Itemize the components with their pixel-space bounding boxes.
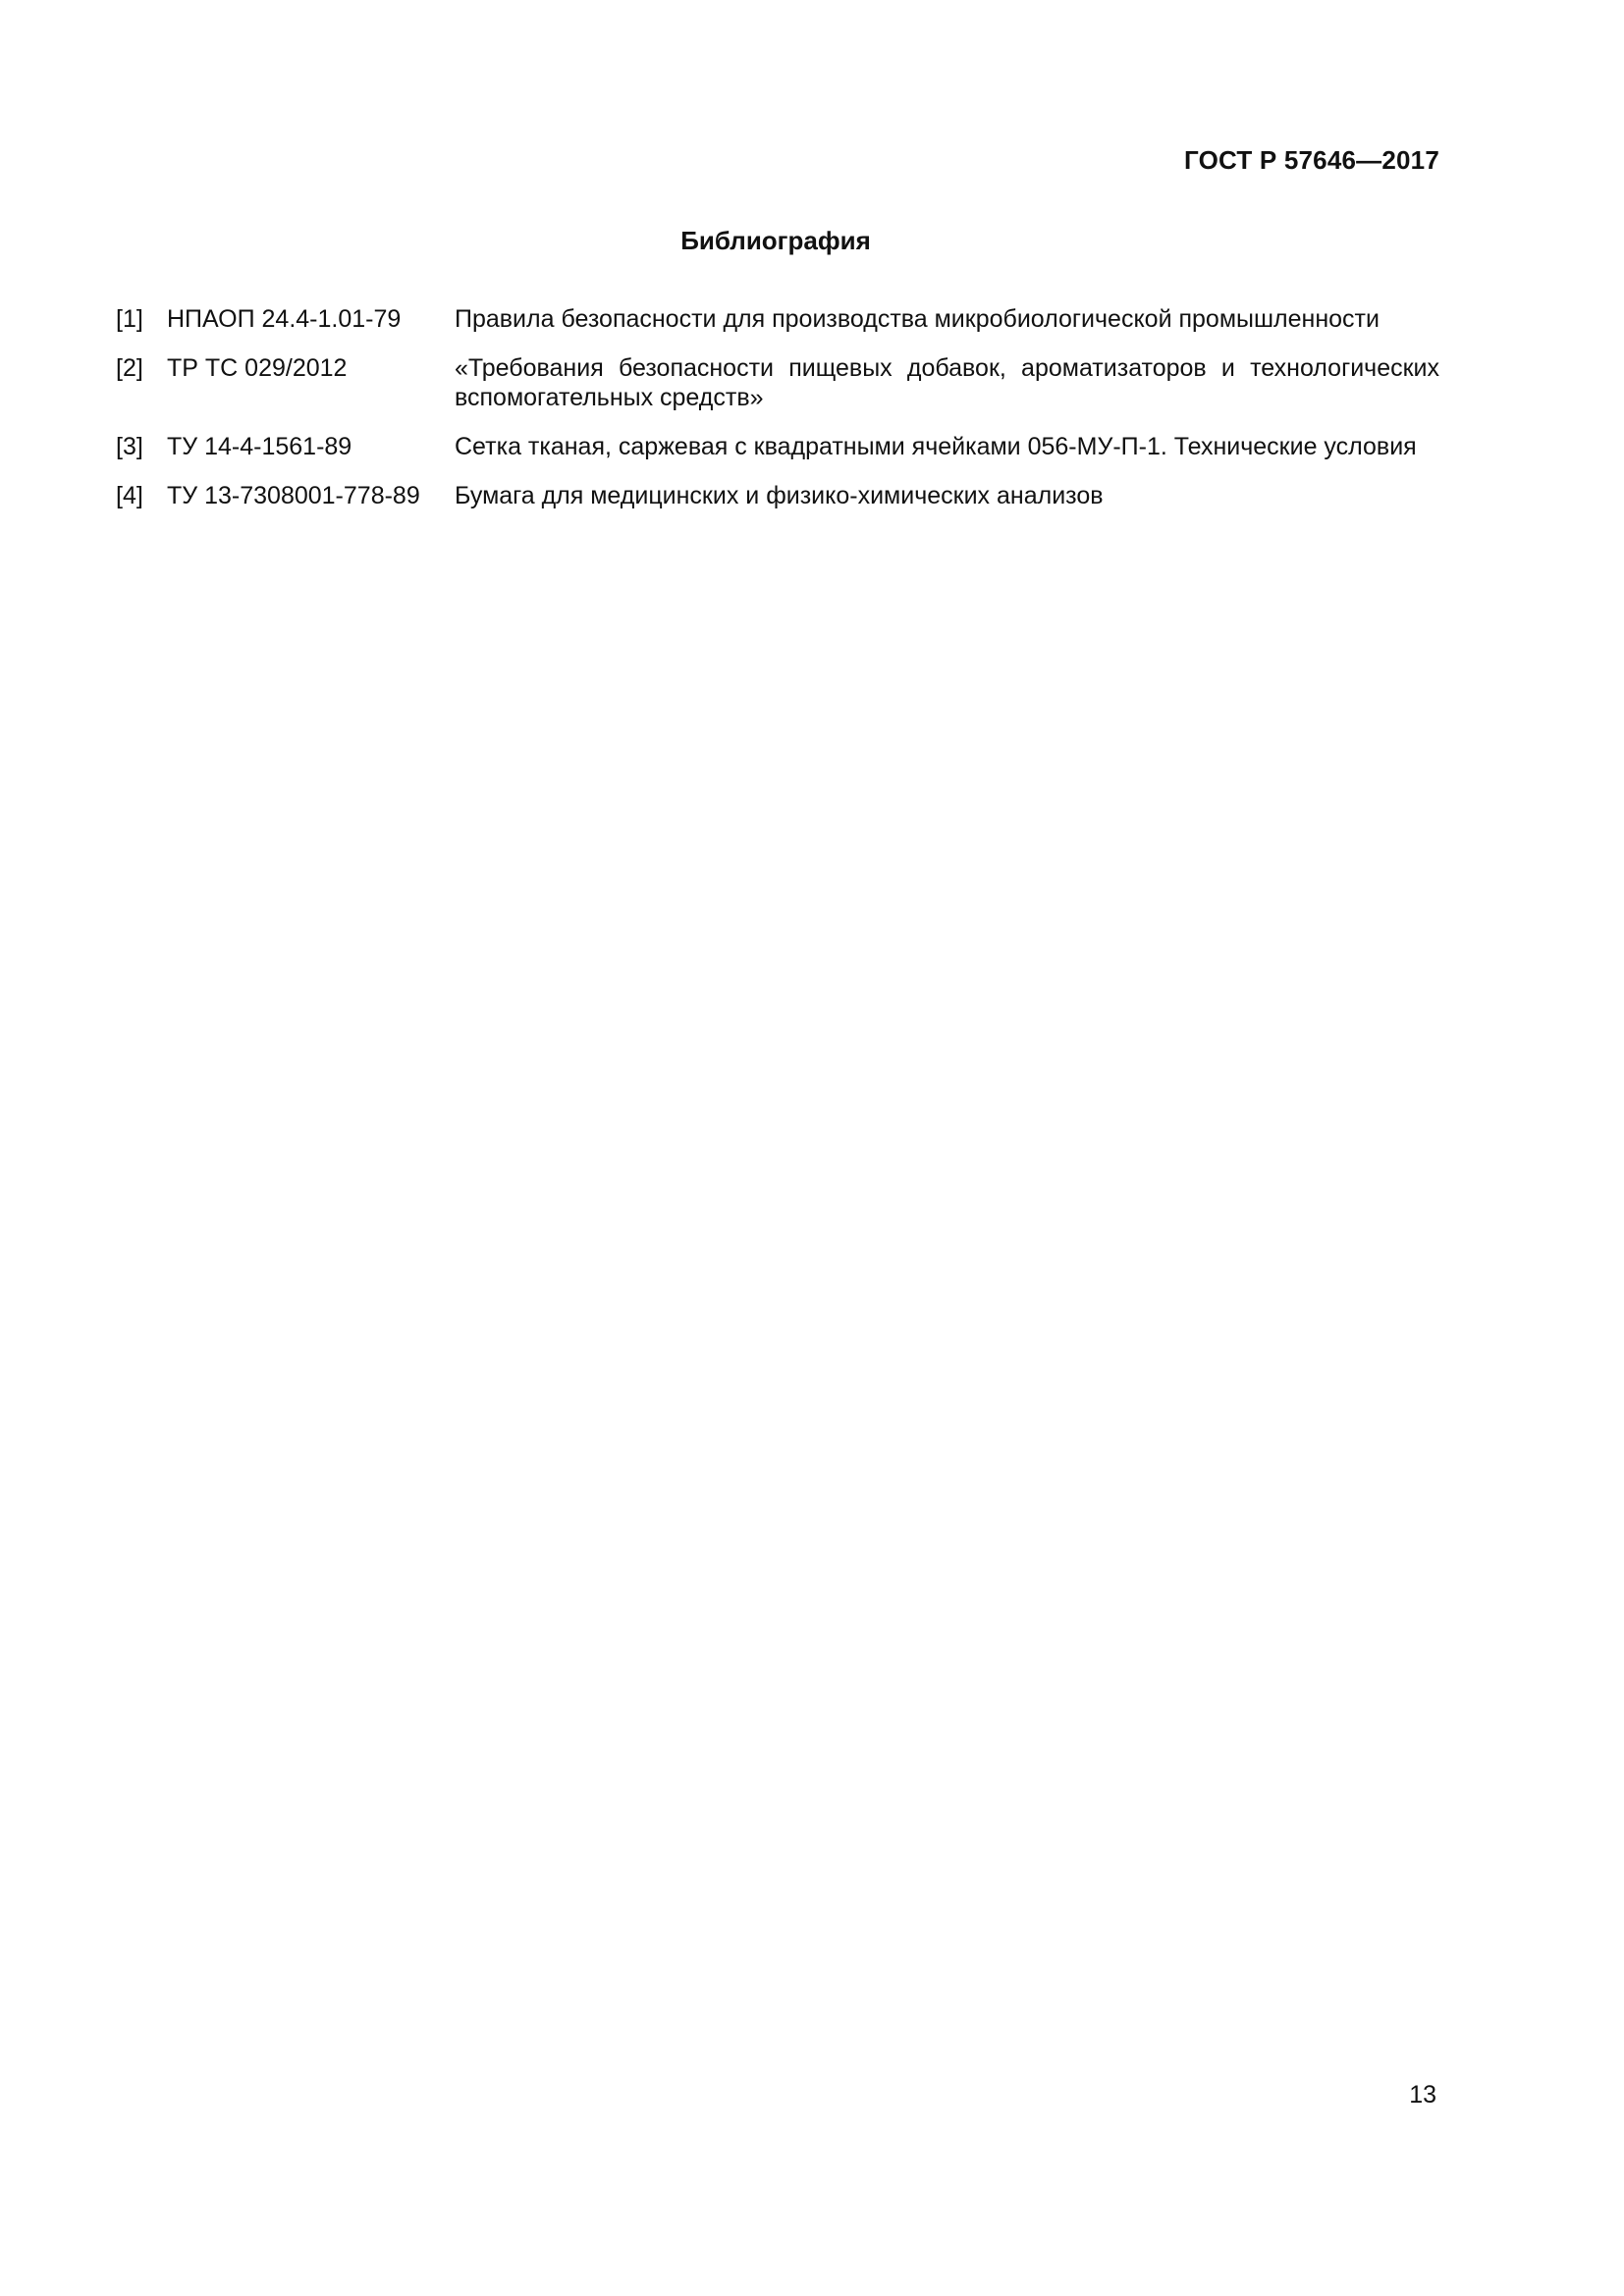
entry-code: НПАОП 24.4-1.01-79 bbox=[167, 305, 402, 333]
page-number: 13 bbox=[1409, 2081, 1436, 2109]
entry-title: «Требования безопасности пищевых добавок, ароматизаторов и технологических вспомогательных средств» bbox=[455, 354, 1439, 411]
entry-title: Сетка тканая, саржевая с квадратными ячейками 056-МУ-П-1. Технические условия bbox=[455, 433, 1417, 460]
section-title: Библиография bbox=[680, 226, 871, 255]
bibliography-list bbox=[116, 304, 1439, 530]
entry-number: [1] bbox=[116, 305, 143, 333]
entry-number: [2] bbox=[116, 354, 143, 382]
entry-number: [4] bbox=[116, 482, 143, 509]
entry-title: Бумага для медицинских и физико-химических анализов bbox=[455, 482, 1104, 509]
bibliography-entry bbox=[116, 481, 1439, 510]
bibliography-entry bbox=[116, 432, 1439, 461]
entry-number: [3] bbox=[116, 433, 143, 460]
document-code: ГОСТ Р 57646—2017 bbox=[1184, 145, 1439, 175]
entry-code: ТУ 13-7308001-778-89 bbox=[167, 482, 420, 509]
bibliography-entry bbox=[116, 353, 1439, 412]
entry-code: ТУ 14-4-1561-89 bbox=[167, 433, 352, 460]
entry-title: Правила безопасности для производства микробиологической промышленности bbox=[455, 305, 1380, 333]
entry-code: ТР ТС 029/2012 bbox=[167, 354, 348, 382]
bibliography-entry bbox=[116, 304, 1439, 334]
